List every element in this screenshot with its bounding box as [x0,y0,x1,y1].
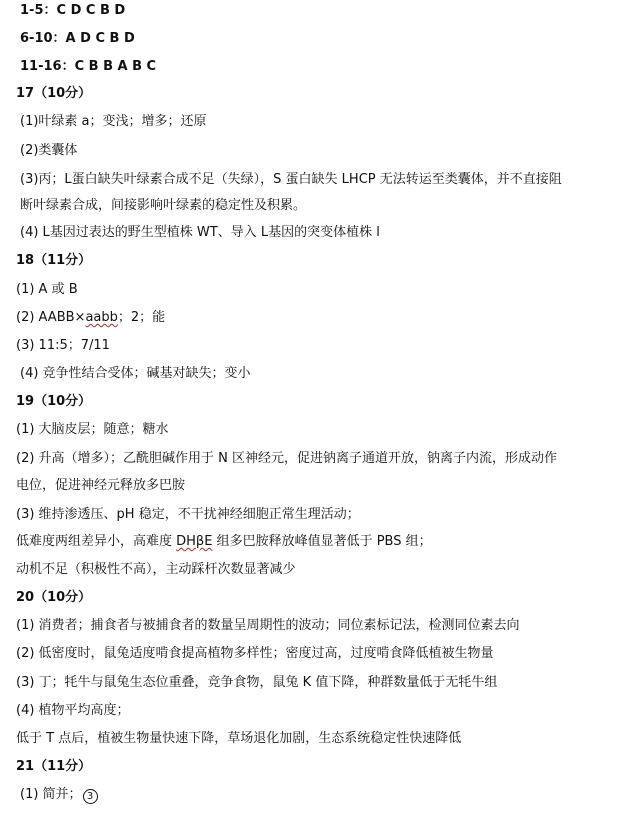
q20-header: 20（10分） [16,590,92,605]
q21-part-1 [20,786,98,804]
q17-header: 17（10分） [16,86,92,101]
mc-row-3 [20,58,156,75]
q19-part-3-line-1: (3) 维持渗透压、pH 稳定，不干扰神经细胞正常生理活动； [16,507,360,522]
q20-part-4-line-2: 低于 T 点后，植被生物量快速下降，草场退化加剧，生态系统稳定性快速降低 [16,731,462,746]
q18-part-2-prefix: (2) AABB× [16,310,86,325]
q18-part-4: (4) 竞争性结合受体；碱基对缺失；变小 [20,366,251,381]
q17-part-3-line-2: 断叶绿素合成，间接影响叶绿素的稳定性及积累。 [20,198,307,213]
q21-header: 21（11分） [16,759,92,774]
mc-row-2-answers: A D C B D [65,31,135,46]
mc-row-1 [20,2,125,19]
q19-part-1: (1) 大脑皮层；随意；糖水 [16,422,169,437]
q19-header: 19（10分） [16,394,92,409]
q17-part-3-line-1: (3)丙；L蛋白缺失叶绿素合成不足（失绿），S 蛋白缺失 LHCP 无法转运至类囊体，并不直接阻 [20,172,562,187]
mc-row-1-answers: C D C B D [56,3,126,18]
circled-number-3: 3 [83,789,98,804]
q19-part-3-line-2 [16,533,432,550]
mc-row-3-answers: C B B A B C [74,59,157,74]
q20-part-3: (3) 丁；牦牛与鼠兔生态位重叠，竞争食物，鼠兔 K 值下降，种群数量低于无牦牛组 [16,675,498,690]
mc-row-1-label: 1-5： [20,3,57,18]
q21-part-1-text: (1) 简并； [20,787,82,802]
mc-row-2 [20,30,135,47]
q20-part-2: (2) 低密度时，鼠兔适度啃食提高植物多样性；密度过高，过度啃食降低植被生物量 [16,646,494,661]
q19-part-3-line-2-prefix: 低难度两组差异小，高难度 [16,534,177,549]
q19-part-2-line-1: (2) 升高（增多）；乙酰胆碱作用于 N 区神经元，促进钠离子通道开放，钠离子内流，形成动作 [16,451,558,466]
q19-part-3-line-3: 动机不足（积极性不高），主动踩杆次数显著减少 [16,562,296,577]
q19-part-2-line-2: 电位，促进神经元释放多巴胺 [16,478,186,493]
q17-part-2: (2)类囊体 [20,143,78,158]
q17-part-1: (1)叶绿素 a；变浅；增多；还原 [20,114,207,129]
q18-part-2-genotype: aabb [85,310,118,325]
q18-part-2-suffix: ；2；能 [117,310,166,325]
q20-part-4: (4) 植物平均高度； [16,703,130,718]
q19-part-3-antagonist: DHβE [176,534,213,549]
mc-row-3-label: 11-16： [20,59,75,74]
mc-row-2-label: 6-10： [20,31,66,46]
q18-part-1: (1) A 或 B [16,282,78,297]
q18-part-3: (3) 11:5；7/11 [16,338,110,353]
q19-part-3-line-2-suffix: 组多巴胺释放峰值显著低于 PBS 组； [212,534,432,549]
q18-header: 18（11分） [16,253,92,268]
q17-part-4: (4) L基因过表达的野生型植株 WT、导入 L基因的突变体植株 l [20,225,380,240]
q18-part-2 [16,309,165,326]
q20-part-1: (1) 消费者；捕食者与被捕食者的数量呈周期性的波动；同位素标记法，检测同位素去向 [16,618,520,633]
